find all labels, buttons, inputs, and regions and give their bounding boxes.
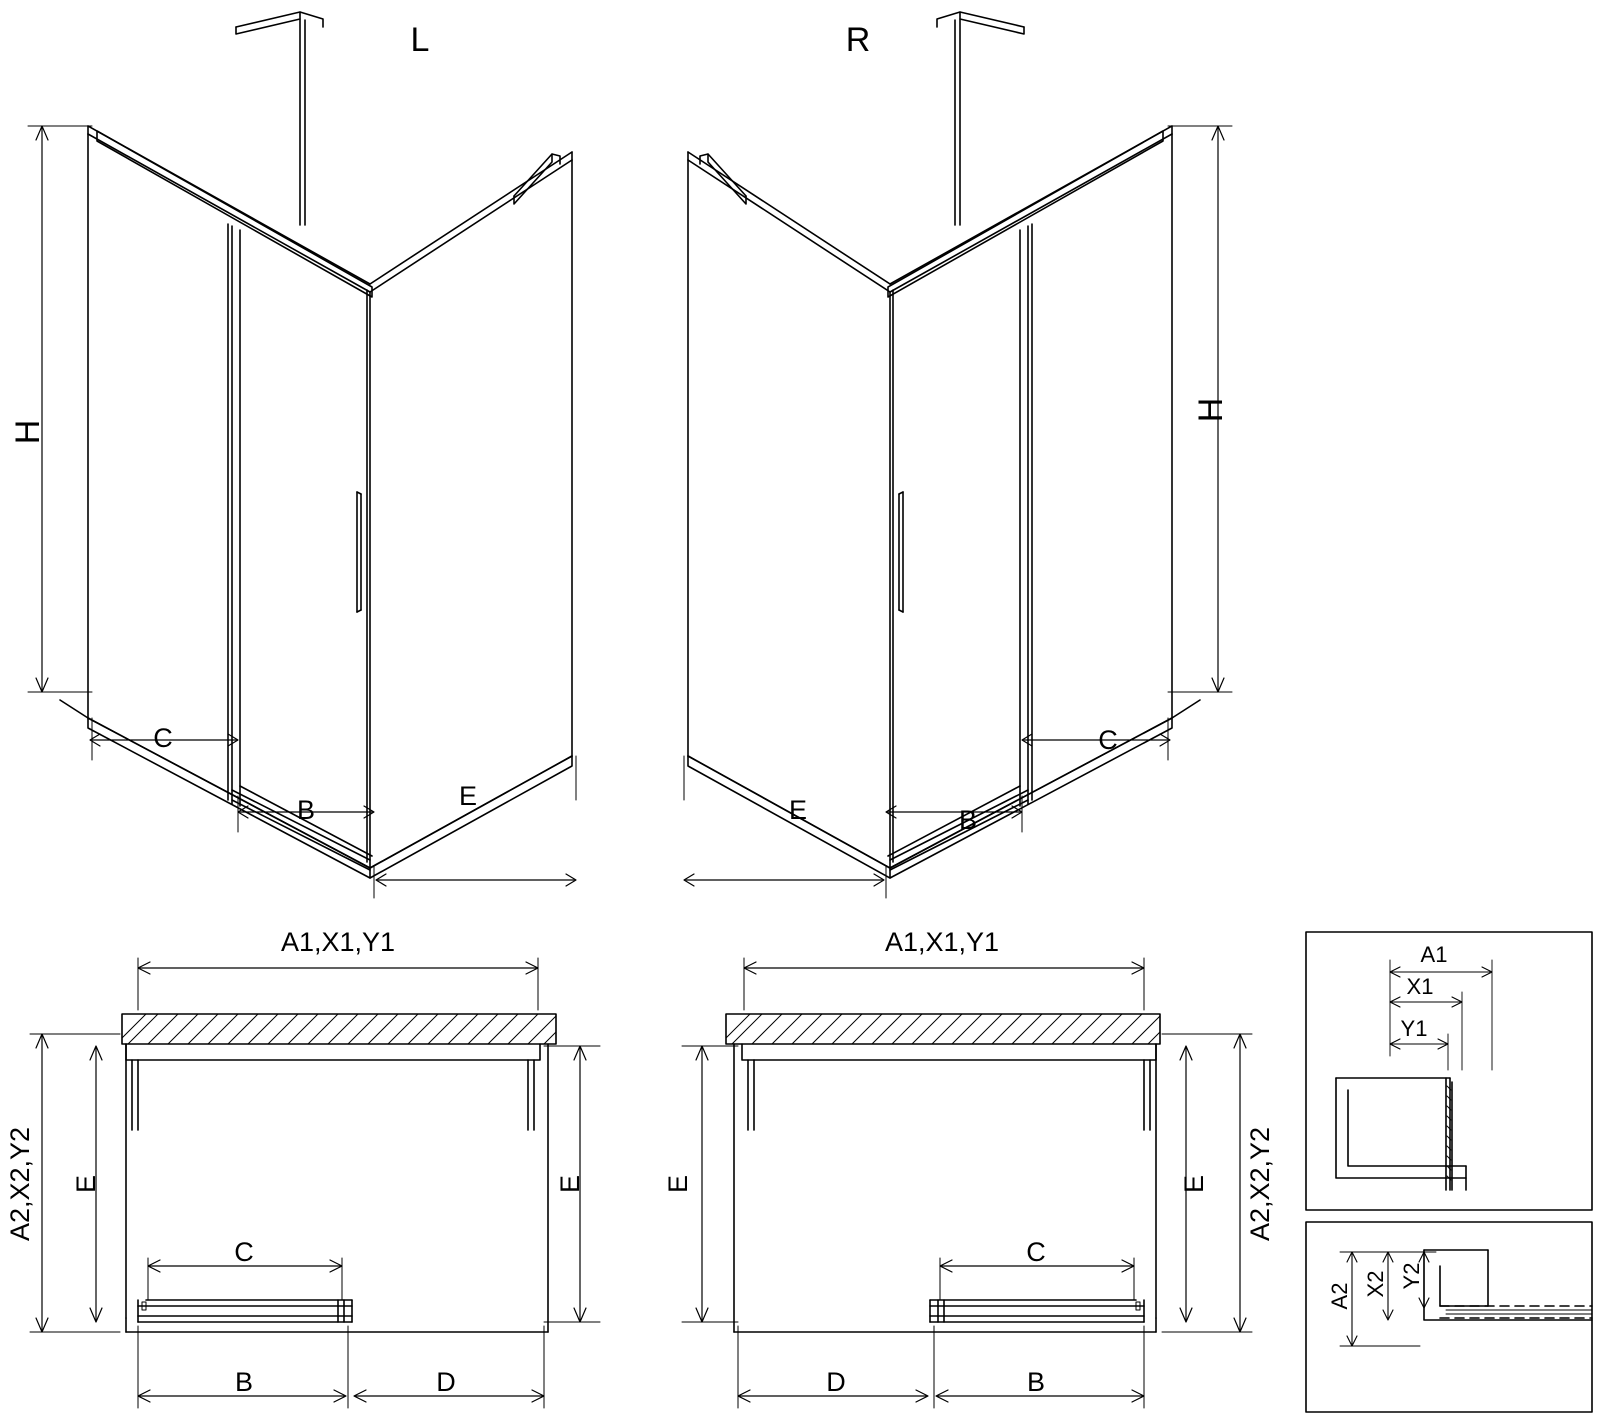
dim-y1-detail: Y1 <box>1400 1015 1428 1041</box>
dim-d-plan-left: D <box>436 1367 456 1398</box>
dim-a1x1y1-plan-left: A1,X1,Y1 <box>280 927 396 958</box>
dim-c-iso-right: C <box>1098 725 1118 756</box>
dim-x1-detail: X1 <box>1406 973 1434 999</box>
dim-a2-detail: A2 <box>1326 1282 1352 1310</box>
dim-b-iso-right: B <box>958 805 978 836</box>
dim-c-plan-left: C <box>234 1237 254 1268</box>
dim-a2x2y2-plan-left: A2,X2,Y2 <box>5 1126 36 1242</box>
dim-h-left: H <box>8 419 47 445</box>
dim-e-iso-left: E <box>458 781 478 812</box>
dim-c-iso-left: C <box>153 723 173 754</box>
dim-x2-detail: X2 <box>1362 1270 1388 1298</box>
dim-e-plan-right-left: E <box>663 1174 694 1194</box>
dim-e-plan-right-inner: E <box>1179 1174 1210 1194</box>
dim-e-plan-left-inner: E <box>71 1174 102 1194</box>
dim-d-plan-right: D <box>826 1367 846 1398</box>
dim-y2-detail: Y2 <box>1398 1262 1424 1290</box>
dim-e-plan-left-right: E <box>555 1174 586 1194</box>
dim-b-plan-right: B <box>1026 1367 1046 1398</box>
dim-c-plan-right: C <box>1026 1237 1046 1268</box>
dim-b-plan-left: B <box>234 1367 254 1398</box>
view-label-right: R <box>845 20 871 59</box>
dim-h-right: H <box>1191 397 1230 423</box>
view-label-left: L <box>410 20 430 59</box>
dim-a1x1y1-plan-right: A1,X1,Y1 <box>884 927 1000 958</box>
dim-a2x2y2-plan-right: A2,X2,Y2 <box>1245 1126 1276 1242</box>
dim-b-iso-left: B <box>296 795 316 826</box>
dim-a1-detail: A1 <box>1420 941 1448 967</box>
dim-e-iso-right: E <box>788 795 808 826</box>
